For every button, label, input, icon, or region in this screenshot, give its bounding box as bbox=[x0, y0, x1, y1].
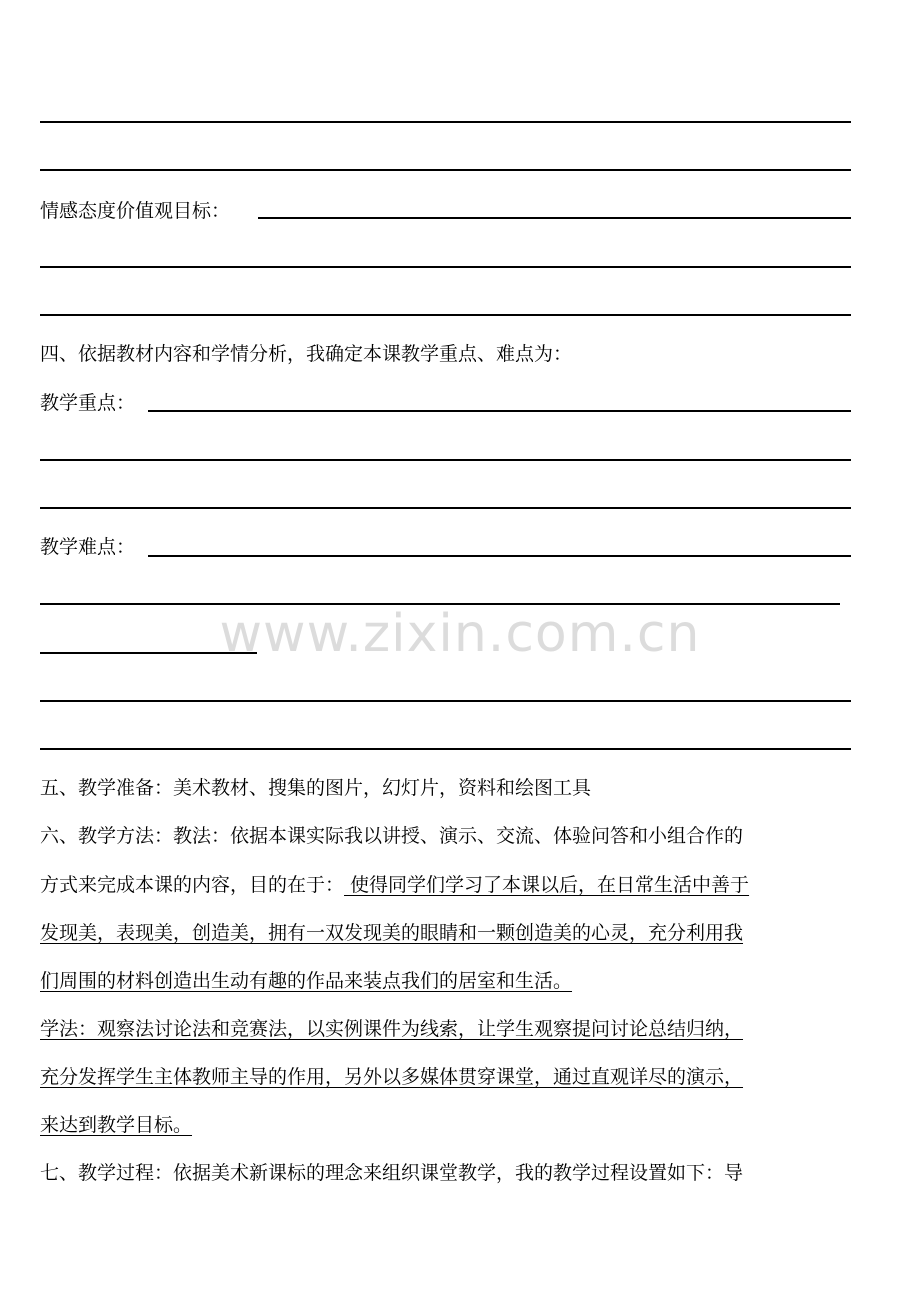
section-7-text: 七、教学过程：依据美术新课标的理念来组织课堂教学，我的教学过程设置如下：导 bbox=[40, 1162, 744, 1184]
purpose-underlined: 使得同学们学习了本课以后，在日常生活中善于 bbox=[344, 874, 750, 896]
section-6-line-4: 们周围的材料创造出生动有趣的作品来装点我们的居室和生活。 bbox=[40, 970, 573, 992]
blank-line bbox=[40, 748, 851, 750]
blank-line bbox=[40, 603, 840, 605]
study-method-line-1: 学法：观察法讨论法和竞赛法，以实例课件为线索，让学生观察提问讨论总结归纳， bbox=[40, 1018, 744, 1040]
section-6-line-3: 发现美，表现美，创造美，拥有一双发现美的眼睛和一颗创造美的心灵，充分利用我 bbox=[40, 922, 744, 944]
study-method-line-3: 来达到教学目标。 bbox=[40, 1114, 193, 1136]
blank-line bbox=[40, 314, 851, 316]
section-6-line-2 bbox=[40, 872, 749, 898]
blank-line bbox=[40, 121, 851, 123]
study-method-line-2: 充分发挥学生主体教师主导的作用，另外以多媒体贯穿课堂，通过直观详尽的演示， bbox=[40, 1066, 744, 1088]
blank-line bbox=[40, 700, 851, 702]
blank-line-short bbox=[40, 652, 257, 654]
difficulty-blank bbox=[148, 555, 851, 557]
key-point-blank bbox=[148, 410, 851, 412]
section-6-line-1: 六、教学方法：教法：依据本课实际我以讲授、演示、交流、体验问答和小组合作的 bbox=[40, 825, 744, 847]
blank-line bbox=[40, 266, 851, 268]
section-4-heading: 四、依据教材内容和学情分析，我确定本课教学重点、难点为： bbox=[40, 343, 573, 365]
watermark: www.zixin.com.cn bbox=[219, 604, 701, 664]
emotion-goal-blank bbox=[258, 217, 851, 219]
blank-line bbox=[40, 169, 851, 171]
key-point-label: 教学重点： bbox=[40, 392, 136, 414]
blank-line bbox=[40, 459, 851, 461]
purpose-prefix: 方式来完成本课的内容，目的在于： bbox=[40, 874, 345, 896]
blank-line bbox=[40, 507, 851, 509]
difficulty-label: 教学难点： bbox=[40, 536, 136, 558]
section-5-text: 五、教学准备：美术教材、搜集的图片，幻灯片，资料和绘图工具 bbox=[40, 777, 592, 799]
emotion-goal-label: 情感态度价值观目标： bbox=[40, 200, 231, 222]
